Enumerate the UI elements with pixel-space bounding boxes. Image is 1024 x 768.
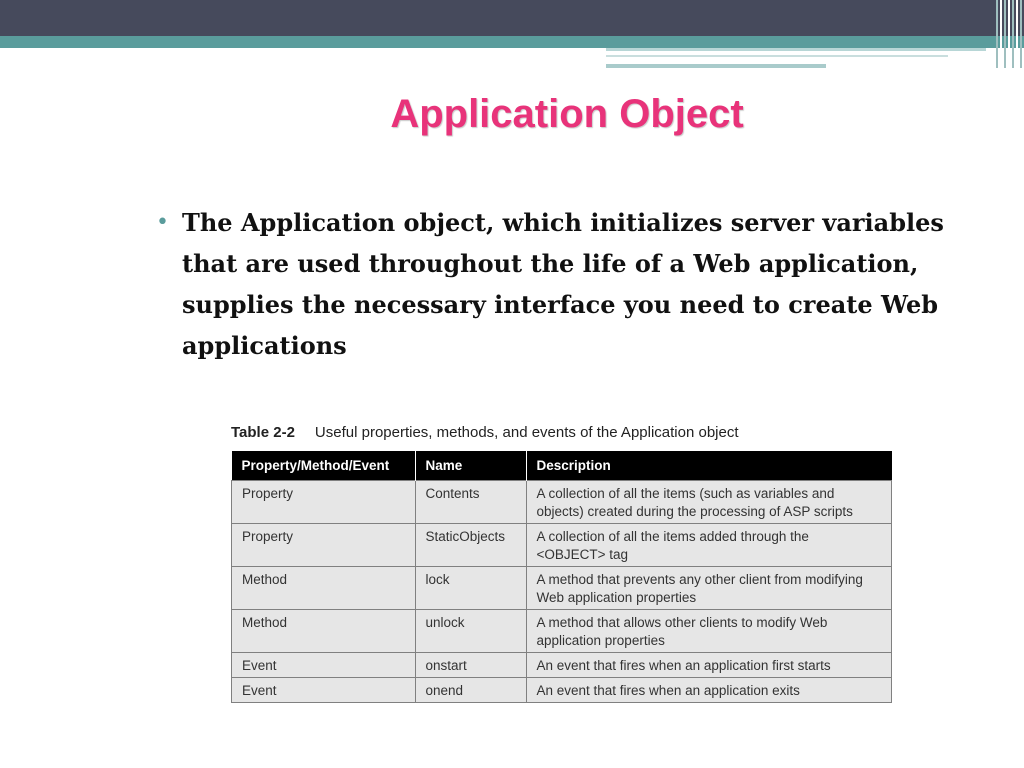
table-cell: An event that fires when an application first starts: [526, 653, 892, 678]
table-cell: A collection of all the items added through the <OBJECT> tag: [526, 524, 892, 567]
table-row: [232, 524, 892, 567]
header-accent-line: [606, 48, 986, 51]
table-caption: [231, 424, 739, 441]
table-cell: Event: [232, 678, 416, 703]
table-header-row: [232, 451, 892, 481]
table-row: [232, 610, 892, 653]
column-header: Property/Method/Event: [232, 451, 416, 481]
table-cell: An event that fires when an application exits: [526, 678, 892, 703]
table-cell: A method that prevents any other client from modifying Web application properties: [526, 567, 892, 610]
bullet-dot-icon: •: [156, 210, 169, 235]
header-vertical-bars: [994, 0, 1024, 68]
slide-title: Application Object: [390, 92, 744, 136]
table-row: [232, 678, 892, 703]
column-header: Name: [415, 451, 526, 481]
table-cell: onstart: [415, 653, 526, 678]
table-cell: onend: [415, 678, 526, 703]
header-accent-line: [606, 64, 826, 68]
table-caption-number: Table 2-2: [231, 424, 295, 441]
table-cell: lock: [415, 567, 526, 610]
table-cell: Property: [232, 524, 416, 567]
table-cell: unlock: [415, 610, 526, 653]
header-accent-line: [606, 55, 948, 57]
table-cell: A method that allows other clients to modify Web application properties: [526, 610, 892, 653]
column-header: Description: [526, 451, 892, 481]
header-bar-teal: [0, 36, 1024, 48]
table-caption-text: Useful properties, methods, and events of the Application object: [314, 424, 739, 441]
table-cell: Property: [232, 481, 416, 524]
header-bar-dark: [0, 0, 1024, 36]
table-row: [232, 481, 892, 524]
table-cell: Event: [232, 653, 416, 678]
table-row: [232, 567, 892, 610]
properties-table: [231, 451, 892, 703]
table-cell: Method: [232, 567, 416, 610]
table-row: [232, 653, 892, 678]
bullet-item: [156, 202, 986, 366]
table-cell: StaticObjects: [415, 524, 526, 567]
bullet-text: The Application object, which initializes server variables that are used throughout the life of a Web application, supplies the necessary interface you need to create Web applications: [182, 208, 944, 360]
table-cell: A collection of all the items (such as variables and objects) created during the processing of ASP scripts: [526, 481, 892, 524]
table-cell: Method: [232, 610, 416, 653]
table-cell: Contents: [415, 481, 526, 524]
